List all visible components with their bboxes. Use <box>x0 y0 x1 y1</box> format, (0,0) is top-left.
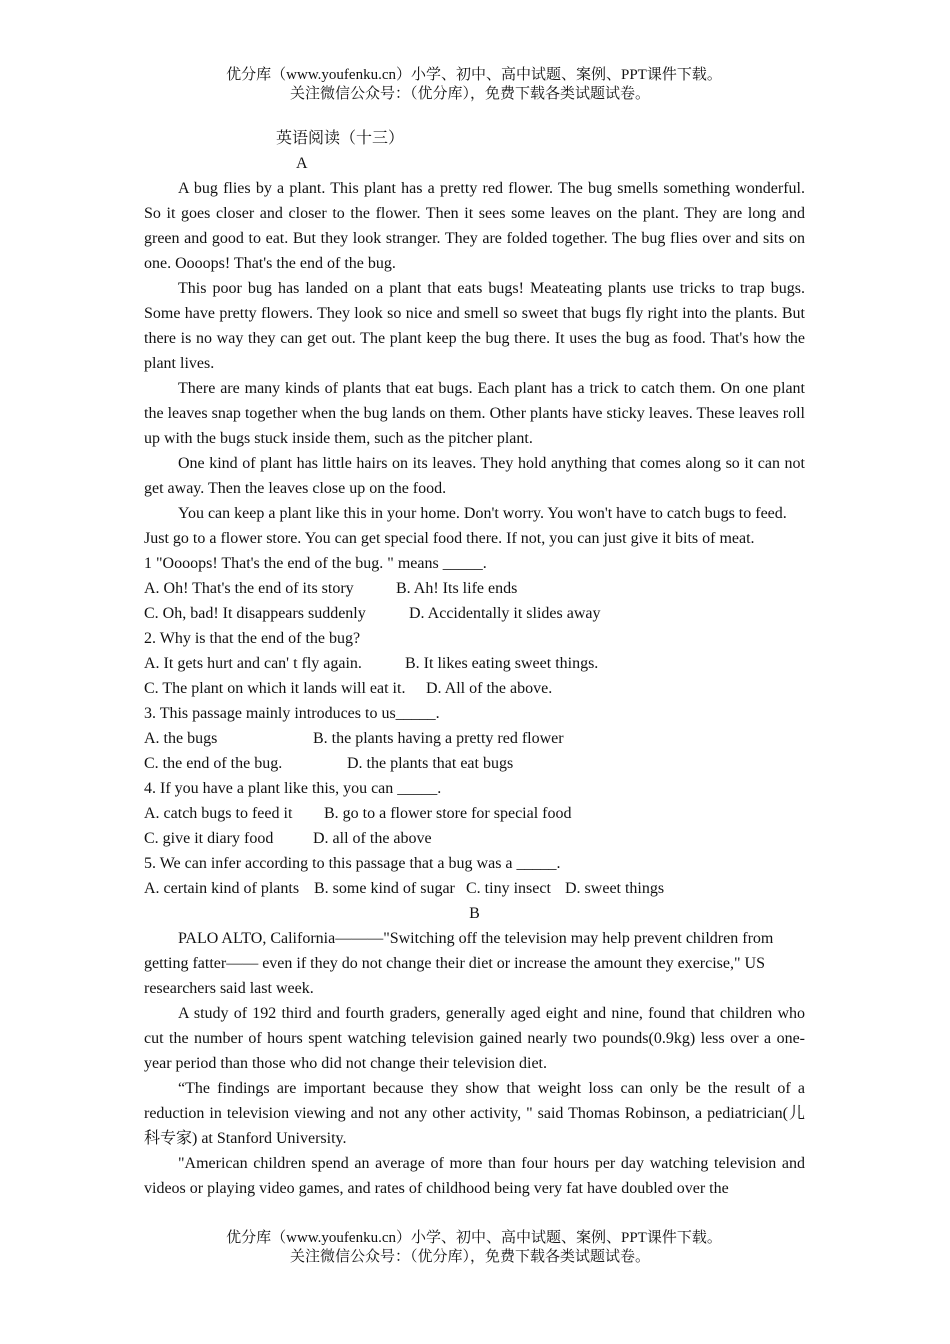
option-text: D. Accidentally it slides away <box>409 605 601 622</box>
section-b-heading: B <box>469 905 480 922</box>
question-4-options-row <box>144 801 805 826</box>
page-footer <box>0 1229 950 1267</box>
paragraph-b4: "American children spend an average of more than four hours per day watching television and videos or playing video games, and rates of childhood being very fat have doubled over the <box>144 1155 805 1197</box>
question-5-options-row <box>144 876 805 901</box>
question-1-stem: 1 "Oooops! That's the end of the bug. " means _____. <box>144 555 487 572</box>
question-2-options-row <box>144 651 805 676</box>
header-line-2: 关注微信公众号：（优分库），免费下载各类试题试卷。 <box>289 86 650 102</box>
option-text: B. Ah! Its life ends <box>396 580 518 597</box>
option-text: B. some kind of sugar <box>314 880 455 897</box>
option-text: D. all of the above <box>313 830 432 847</box>
paragraph-b1: PALO ALTO, California———"Switching off the television may help prevent children from getting fatter—— even if they do not change their diet or increase the amount they exercise," US researchers said last week. <box>144 930 774 997</box>
page-header <box>0 66 950 104</box>
option-text: C. Oh, bad! It disappears suddenly <box>144 605 366 622</box>
question-3-options-row <box>144 726 805 751</box>
question-3-stem: 3. This passage mainly introduces to us_____. <box>144 705 440 722</box>
option-text: D. the plants that eat bugs <box>347 755 514 772</box>
footer-line-2: 关注微信公众号：（优分库），免费下载各类试题试卷。 <box>289 1249 650 1265</box>
option-text: C. tiny insect <box>466 880 551 897</box>
section-a-heading: A <box>296 155 308 172</box>
option-text: D. sweet things <box>565 880 665 897</box>
option-text: C. the end of the bug. <box>144 755 283 772</box>
question-2-stem: 2. Why is that the end of the bug? <box>144 630 361 647</box>
doc-title: 英语阅读（十三） <box>276 130 405 147</box>
option-text: B. go to a flower store for special food <box>324 805 572 822</box>
paragraph-a3: There are many kinds of plants that eat bugs. Each plant has a trick to catch them. On one plant the leaves snap together when the bug lands on them. Other plants have sticky leaves. These leaves roll up with the bugs stuck inside them, such as the pitcher plant. <box>144 380 805 447</box>
paragraph-b2: A study of 192 third and fourth graders, generally aged eight and nine, found that children who cut the number of hours spent watching television gained nearly two pounds(0.9kg) less over a one-year period than those who did not change their television diet. <box>144 1005 805 1072</box>
header-line-1: 优分库（www.youfenku.cn）小学、初中、高中试题、案例、PPT课件下载。 <box>226 67 722 83</box>
option-text: D. All of the above. <box>426 680 553 697</box>
option-text: B. the plants having a pretty red flower <box>313 730 564 747</box>
option-text: A. catch bugs to feed it <box>144 805 293 822</box>
option-text: A. It gets hurt and can' t fly again. <box>144 655 362 672</box>
document-body <box>144 126 805 1201</box>
question-3-options-row <box>144 751 805 776</box>
question-2-options-row <box>144 676 805 701</box>
paragraph-b3: “The findings are important because they show that weight loss can only be the result of a reduction in television viewing and not any other activity, " said Thomas Robinson, a pediatrician(儿科专家) at Stanford University. <box>144 1080 805 1147</box>
footer-line-1: 优分库（www.youfenku.cn）小学、初中、高中试题、案例、PPT课件下载。 <box>226 1230 722 1246</box>
option-text: A. certain kind of plants <box>144 880 300 897</box>
question-4-stem: 4. If you have a plant like this, you can _____. <box>144 780 442 797</box>
question-4-options-row <box>144 826 805 851</box>
option-text: A. Oh! That's the end of its story <box>144 580 354 597</box>
paragraph-a5: You can keep a plant like this in your home. Don't worry. You won't have to catch bugs to feed. Just go to a flower store. You can get special food there. If not, you can just give it bits of meat. <box>144 505 787 547</box>
question-5-stem: 5. We can infer according to this passage that a bug was a _____. <box>144 855 561 872</box>
question-1-options-row <box>144 576 805 601</box>
option-text: A. the bugs <box>144 730 218 747</box>
paragraph-a1: A bug flies by a plant. This plant has a pretty red flower. The bug smells something wonderful. So it goes closer and closer to the flower. Then it sees some leaves on the plant. They are long and green and good to eat. But they look stranger. They are folded together. The bug flies over and sits on one. Oooops! That's the end of the bug. <box>144 180 805 272</box>
question-1-options-row <box>144 601 805 626</box>
paragraph-a4: One kind of plant has little hairs on its leaves. They hold anything that comes along so it can not get away. Then the leaves close up on the food. <box>144 455 805 497</box>
option-text: B. It likes eating sweet things. <box>405 655 599 672</box>
option-text: C. give it diary food <box>144 830 274 847</box>
option-text: C. The plant on which it lands will eat it. <box>144 680 406 697</box>
paragraph-a2: This poor bug has landed on a plant that eats bugs! Meateating plants use tricks to trap bugs. Some have pretty flowers. They look so nice and smell so sweet that bugs fly right into the plants. But there is no way they can get out. The plant keep the bug there. It uses the bug as food. That's how the plant lives. <box>144 280 805 372</box>
